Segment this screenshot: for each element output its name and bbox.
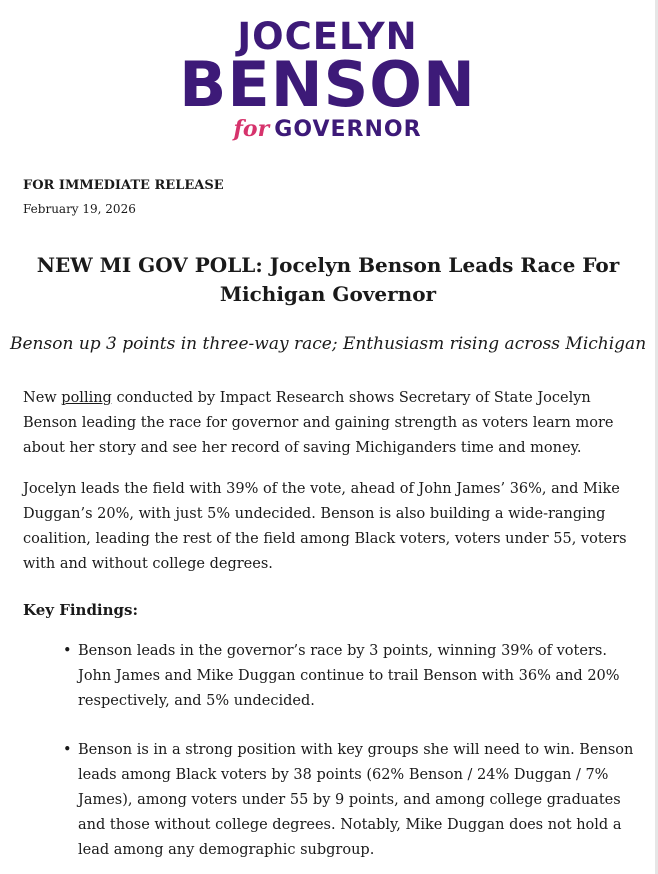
body-paragraph-2: Jocelyn leads the field with 39% of the vote, ahead of John James’ 36%, and Mike Duggan’s 20%, with just 5% undecided. Benson is also building a wide-ranging coalition, leading the rest of the field among Black voters, voters under 55, voters with and without college degrees. [23,481,627,572]
p1-rest: conducted by Impact Research shows Secretary of State Jocelyn Benson leading the race for governor and gaining strength as voters learn more about her story and see her record of saving Michiganders time and money. [23,390,614,456]
logo-last-name: BENSON [179,48,476,121]
release-label: FOR IMMEDIATE RELEASE [23,178,224,193]
p1-prefix: New [23,390,62,406]
release-date: February 19, 2026 [23,202,136,216]
logo-tagline [0,116,655,144]
body-paragraph-1 [23,386,638,461]
headline: NEW MI GOV POLL: Jocelyn Benson Leads Race For Michigan Governor [36,253,620,306]
logo-office: GOVERNOR [274,117,422,142]
logo-for: for [233,116,270,142]
polling-link[interactable]: polling [61,390,112,406]
key-findings-title: Key Findings: [23,601,139,619]
finding-item: • Benson is in a strong position with key groups she will need to win. Benson leads among Black voters by 38 points (62% Benson / 24% Duggan / 7% James), among voters under 55 by 9 points, and among college graduates and those without college degrees. Notably, Mike Duggan does not hold a lead among any demographic subgroup. [78,738,634,863]
campaign-logo [0,15,655,144]
logo-first-name: JOCELYN [237,15,418,58]
subheadline: Benson up 3 points in three-way race; Enthusiasm rising across Michigan [10,334,647,354]
finding-item: • Benson leads in the governor’s race by 3 points, winning 39% of voters. John James and Mike Duggan continue to trail Benson with 36% and 20% respectively, and 5% undecided. [78,639,634,714]
